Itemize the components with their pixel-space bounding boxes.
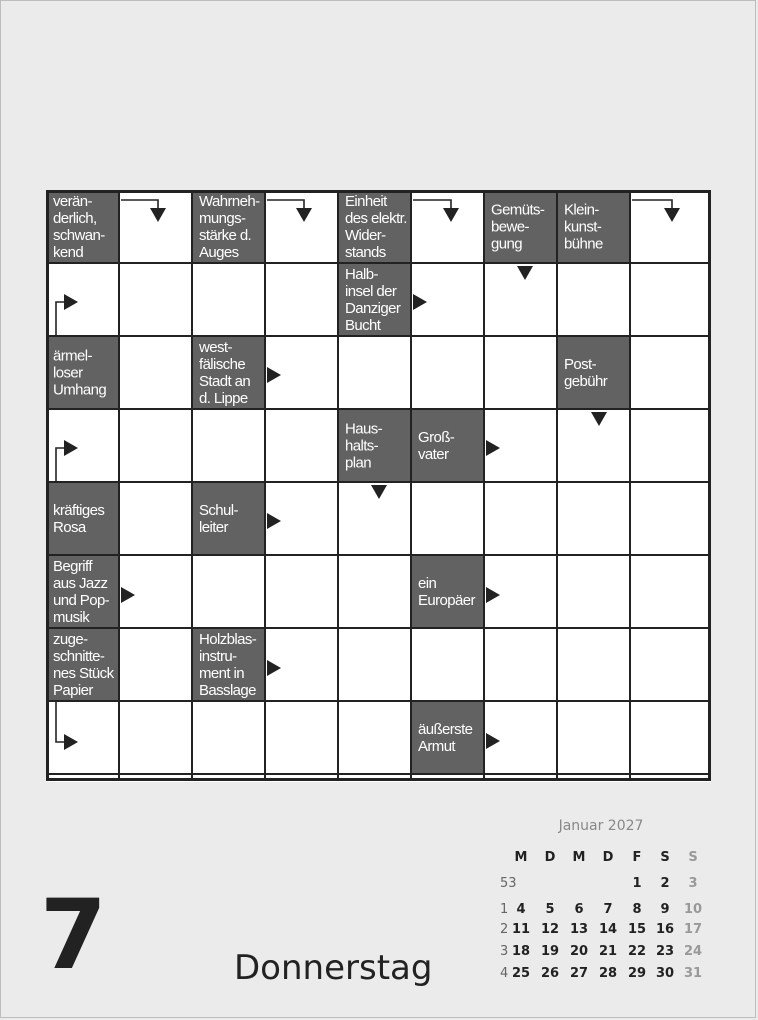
clue-text: Wahrneh- mungs- stärke d. Auges (199, 192, 260, 261)
calendar-day[interactable]: 30 (655, 966, 675, 981)
mini-calendar-title: Januar 2027 (558, 818, 644, 834)
clue-text: Schul- leiter (199, 501, 238, 536)
crossword-grid (46, 190, 711, 782)
clue-text: Groß- vater (418, 428, 455, 463)
calendar-day[interactable]: 20 (569, 944, 589, 959)
clue-text: Post- gebühr (564, 355, 608, 390)
clue-text: Gemüts- bewe- gung (491, 201, 545, 252)
calendar-day[interactable]: 14 (598, 922, 618, 937)
calendar-day[interactable]: 3 (688, 876, 698, 891)
grid-lines (46, 190, 711, 782)
calendar-day[interactable]: 7 (603, 902, 613, 917)
calendar-day[interactable]: 29 (627, 966, 647, 981)
calendar-day[interactable]: 4 (516, 902, 526, 917)
calendar-day[interactable]: 19 (540, 944, 560, 959)
calendar-day[interactable]: 5 (545, 902, 555, 917)
weekday-name: Donnerstag (234, 948, 433, 988)
clue-text: ein Europäer (418, 574, 475, 609)
week-number: 4 (500, 966, 509, 981)
calendar-day[interactable]: 23 (655, 944, 675, 959)
calendar-day[interactable]: 25 (511, 966, 531, 981)
calendar-day[interactable]: 24 (683, 944, 703, 959)
week-number: 1 (500, 902, 509, 917)
calendar-day[interactable]: 13 (569, 922, 589, 937)
weekday-header: D (602, 850, 614, 865)
calendar-day[interactable]: 26 (540, 966, 560, 981)
calendar-day[interactable]: 12 (540, 922, 560, 937)
clue-text: verän- derlich, schwan- kend (53, 192, 105, 261)
calendar-day[interactable]: 6 (574, 902, 584, 917)
calendar-day[interactable]: 17 (683, 922, 703, 937)
mini-calendar (494, 816, 724, 996)
clue-text: ärmel- loser Umhang (53, 347, 107, 398)
calendar-day[interactable]: 16 (655, 922, 675, 937)
clue-text: Klein- kunst- bühne (564, 201, 603, 252)
calendar-day[interactable]: 9 (660, 902, 670, 917)
calendar-day[interactable]: 31 (683, 966, 703, 981)
clue-text: zuge- schnitte- nes Stück Papier (53, 630, 114, 699)
clue-text: Begriff aus Jazz und Pop- musik (53, 557, 110, 626)
calendar-day[interactable]: 27 (569, 966, 589, 981)
calendar-day[interactable]: 11 (511, 922, 531, 937)
weekday-header: M (514, 850, 528, 865)
calendar-day[interactable]: 21 (598, 944, 618, 959)
clue-text: kräftiges Rosa (53, 501, 105, 536)
week-number: 2 (500, 922, 509, 937)
weekday-header: D (544, 850, 556, 865)
day-number: 7 (40, 879, 107, 991)
clue-text: Haus- halts- plan (345, 420, 383, 471)
calendar-day[interactable]: 28 (598, 966, 618, 981)
weekday-header: M (572, 850, 586, 865)
clue-text: Einheit des elektr. Wider- stands (345, 192, 407, 261)
calendar-day[interactable]: 15 (627, 922, 647, 937)
calendar-day[interactable]: 2 (660, 876, 670, 891)
clue-text: Holzblas- instru- ment in Basslage (199, 630, 257, 699)
weekday-header: F (632, 850, 642, 865)
weekday-header: S (688, 850, 698, 865)
calendar-day[interactable]: 1 (632, 876, 642, 891)
clue-text: Halb- insel der Danziger Bucht (345, 265, 401, 334)
calendar-day[interactable]: 10 (683, 902, 703, 917)
week-number: 3 (500, 944, 509, 959)
calendar-day[interactable]: 8 (632, 902, 642, 917)
weekday-header: S (660, 850, 670, 865)
calendar-day[interactable]: 22 (627, 944, 647, 959)
week-number: 53 (500, 876, 517, 891)
calendar-day[interactable]: 18 (511, 944, 531, 959)
clue-text: äußerste Armut (418, 720, 473, 755)
clue-text: west- fälische Stadt an d. Lippe (199, 338, 251, 407)
